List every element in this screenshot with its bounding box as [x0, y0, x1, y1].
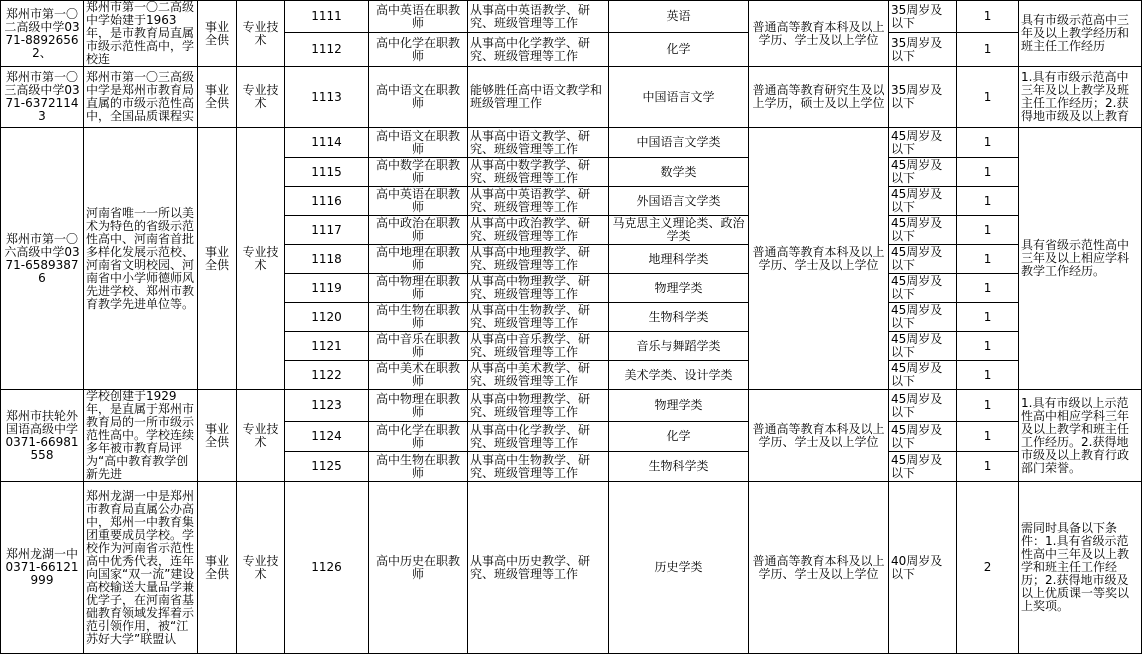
age-limit-cell: 45周岁及以下 — [889, 332, 957, 361]
post-code-cell: 1123 — [285, 390, 369, 422]
post-name-cell: 高中历史在职教师 — [369, 482, 468, 654]
major-cell: 中国语言文学 — [609, 67, 749, 128]
post-code-cell: 1116 — [285, 187, 369, 216]
other-requirement-cell: 具有省级示范性高中三年及以上相应学科教学工作经历。 — [1019, 128, 1142, 390]
post-duty-cell: 从事高中美术教学、研究、班级管理等工作 — [468, 361, 609, 390]
post-code-cell: 1124 — [285, 422, 369, 452]
post-code-cell: 1111 — [285, 1, 369, 33]
major-cell: 数学类 — [609, 158, 749, 187]
funding-nature-cell: 事业全供 — [198, 1, 237, 67]
post-duty-cell: 从事高中生物教学、研究、班级管理等工作 — [468, 303, 609, 332]
post-code-cell: 1114 — [285, 128, 369, 158]
unit-description-cell: 郑州市第一〇三高级中学是郑州市教育局直属的市级示范性高中，全国品质课程实 — [84, 67, 198, 128]
hire-count-cell: 2 — [957, 482, 1019, 654]
major-cell: 英语 — [609, 1, 749, 33]
post-name-cell: 高中化学在职教师 — [369, 33, 468, 67]
age-limit-cell: 45周岁及以下 — [889, 452, 957, 482]
table-row — [1, 67, 1142, 128]
age-limit-cell: 35周岁及以下 — [889, 1, 957, 33]
post-category-cell: 专业技术 — [237, 128, 285, 390]
hire-count-cell: 1 — [957, 245, 1019, 274]
major-cell: 物理学类 — [609, 390, 749, 422]
hire-count-cell: 1 — [957, 422, 1019, 452]
post-name-cell: 高中语文在职教师 — [369, 67, 468, 128]
post-category-cell: 专业技术 — [237, 482, 285, 654]
post-name-cell: 高中数学在职教师 — [369, 158, 468, 187]
post-duty-cell: 从事高中化学教学、研究、班级管理等工作 — [468, 422, 609, 452]
post-duty-cell: 从事高中化学教学、研究、班级管理等工作 — [468, 33, 609, 67]
post-name-cell: 高中物理在职教师 — [369, 390, 468, 422]
major-cell: 化学 — [609, 422, 749, 452]
table-row — [1, 390, 1142, 422]
unit-name-cell: 郑州市扶轮外国语高级中学0371-66981558 — [1, 390, 84, 482]
unit-description-cell: 河南省唯一一所以美术为特色的省级示范性高中、河南省首批多样化发展示范校、河南省文明校园、河南省中小学师德师风先进学校、郑州市教育教学先进单位等。 — [84, 128, 198, 390]
unit-name-cell: 郑州龙湖一中0371-66121999 — [1, 482, 84, 654]
hire-count-cell: 1 — [957, 1, 1019, 33]
post-category-cell: 专业技术 — [237, 1, 285, 67]
post-code-cell: 1117 — [285, 216, 369, 245]
funding-nature-cell: 事业全供 — [198, 67, 237, 128]
funding-nature-cell: 事业全供 — [198, 390, 237, 482]
major-cell: 历史学类 — [609, 482, 749, 654]
post-category-cell: 专业技术 — [237, 67, 285, 128]
major-cell: 中国语言文学类 — [609, 128, 749, 158]
education-cell: 普通高等教育本科及以上学历、学士及以上学位 — [749, 482, 889, 654]
age-limit-cell: 40周岁及以下 — [889, 482, 957, 654]
funding-nature-cell: 事业全供 — [198, 482, 237, 654]
post-code-cell: 1118 — [285, 245, 369, 274]
age-limit-cell: 45周岁及以下 — [889, 422, 957, 452]
post-name-cell: 高中地理在职教师 — [369, 245, 468, 274]
post-duty-cell: 从事高中语文教学、研究、班级管理等工作 — [468, 128, 609, 158]
hire-count-cell: 1 — [957, 216, 1019, 245]
post-duty-cell: 从事高中英语教学、研究、班级管理等工作 — [468, 1, 609, 33]
post-duty-cell: 从事高中地理教学、研究、班级管理等工作 — [468, 245, 609, 274]
hire-count-cell: 1 — [957, 158, 1019, 187]
age-limit-cell: 45周岁及以下 — [889, 245, 957, 274]
post-code-cell: 1120 — [285, 303, 369, 332]
major-cell: 物理学类 — [609, 274, 749, 303]
post-duty-cell: 从事高中数学教学、研究、班级管理等工作 — [468, 158, 609, 187]
post-duty-cell: 从事高中政治教学、研究、班级管理等工作 — [468, 216, 609, 245]
age-limit-cell: 45周岁及以下 — [889, 158, 957, 187]
post-name-cell: 高中化学在职教师 — [369, 422, 468, 452]
post-category-cell: 专业技术 — [237, 390, 285, 482]
post-name-cell: 高中美术在职教师 — [369, 361, 468, 390]
post-duty-cell: 从事高中物理教学、研究、班级管理等工作 — [468, 274, 609, 303]
age-limit-cell: 45周岁及以下 — [889, 390, 957, 422]
post-name-cell: 高中英语在职教师 — [369, 1, 468, 33]
unit-description-cell: 郑州龙湖一中是郑州市教育局直属公办高中，郑州一中教育集团重要成员学校。学校作为河南省示范性高中优秀代表，连年向国家“双一流”建设高校输送大量品学兼优学子，在河南省基础教育领域发挥着示范引领作用，被“江苏好大学”联盟认 — [84, 482, 198, 654]
post-duty-cell: 从事高中英语教学、研究、班级管理等工作 — [468, 187, 609, 216]
post-name-cell: 高中物理在职教师 — [369, 274, 468, 303]
post-name-cell: 高中英语在职教师 — [369, 187, 468, 216]
major-cell: 外国语言文学类 — [609, 187, 749, 216]
hire-count-cell: 1 — [957, 67, 1019, 128]
post-duty-cell: 能够胜任高中语文教学和班级管理工作 — [468, 67, 609, 128]
major-cell: 生物科学类 — [609, 452, 749, 482]
post-name-cell: 高中政治在职教师 — [369, 216, 468, 245]
major-cell: 地理科学类 — [609, 245, 749, 274]
post-duty-cell: 从事高中生物教学、研究、班级管理等工作 — [468, 452, 609, 482]
other-requirement-cell: 需同时具备以下条件：1.具有省级示范性高中三年及以上教学和班主任工作经历；2.获得地市级及以上优质课一等奖以上奖项。 — [1019, 482, 1142, 654]
age-limit-cell: 45周岁及以下 — [889, 274, 957, 303]
hire-count-cell: 1 — [957, 361, 1019, 390]
hire-count-cell: 1 — [957, 33, 1019, 67]
post-code-cell: 1121 — [285, 332, 369, 361]
major-cell: 化学 — [609, 33, 749, 67]
table-row — [1, 482, 1142, 654]
post-code-cell: 1122 — [285, 361, 369, 390]
table-row — [1, 1, 1142, 33]
post-name-cell: 高中生物在职教师 — [369, 303, 468, 332]
unit-name-cell: 郑州市第一〇二高级中学0371-88926562、 — [1, 1, 84, 67]
other-requirement-cell: 1.具有市级以上示范性高中相应学科三年及以上教学和班主任工作经历。2.获得地市级及以上教育行政部门荣誉。 — [1019, 390, 1142, 482]
post-name-cell: 高中语文在职教师 — [369, 128, 468, 158]
hire-count-cell: 1 — [957, 332, 1019, 361]
age-limit-cell: 45周岁及以下 — [889, 361, 957, 390]
major-cell: 生物科学类 — [609, 303, 749, 332]
age-limit-cell: 35周岁及以下 — [889, 67, 957, 128]
age-limit-cell: 45周岁及以下 — [889, 303, 957, 332]
post-code-cell: 1126 — [285, 482, 369, 654]
hire-count-cell: 1 — [957, 390, 1019, 422]
hire-count-cell: 1 — [957, 274, 1019, 303]
post-code-cell: 1115 — [285, 158, 369, 187]
age-limit-cell: 35周岁及以下 — [889, 33, 957, 67]
hire-count-cell: 1 — [957, 303, 1019, 332]
post-code-cell: 1112 — [285, 33, 369, 67]
hire-count-cell: 1 — [957, 187, 1019, 216]
post-duty-cell: 从事高中音乐教学、研究、班级管理等工作 — [468, 332, 609, 361]
hire-count-cell: 1 — [957, 128, 1019, 158]
other-requirement-cell: 1.具有市级示范高中三年及以上教学及班主任工作经历；2.获得地市级及以上教育 — [1019, 67, 1142, 128]
table-row — [1, 128, 1142, 158]
table-body — [1, 1, 1142, 654]
age-limit-cell: 45周岁及以下 — [889, 187, 957, 216]
hire-count-cell: 1 — [957, 452, 1019, 482]
post-duty-cell: 从事高中历史教学、研究、班级管理等工作 — [468, 482, 609, 654]
unit-description-cell: 郑州市第一〇二高级中学始建于1963年，是市教育局直属市级示范性高中，学校连 — [84, 1, 198, 67]
age-limit-cell: 45周岁及以下 — [889, 128, 957, 158]
post-code-cell: 1119 — [285, 274, 369, 303]
funding-nature-cell: 事业全供 — [198, 128, 237, 390]
unit-description-cell: 学校创建于1929年，是直属于郑州市教育局的一所市级示范性高中。学校连续多年被市教育局评为“高中教育教学创新先进 — [84, 390, 198, 482]
major-cell: 音乐与舞蹈学类 — [609, 332, 749, 361]
other-requirement-cell: 具有市级示范高中三年及以上教学经历和班主任工作经历 — [1019, 1, 1142, 67]
post-duty-cell: 从事高中物理教学、研究、班级管理等工作 — [468, 390, 609, 422]
post-code-cell: 1125 — [285, 452, 369, 482]
education-cell: 普通高等教育本科及以上学历、学士及以上学位 — [749, 390, 889, 482]
age-limit-cell: 45周岁及以下 — [889, 216, 957, 245]
post-name-cell: 高中生物在职教师 — [369, 452, 468, 482]
education-cell: 普通高等教育本科及以上学历、学士及以上学位 — [749, 128, 889, 390]
post-name-cell: 高中音乐在职教师 — [369, 332, 468, 361]
major-cell: 美术学类、设计学类 — [609, 361, 749, 390]
education-cell: 普通高等教育本科及以上学历、学士及以上学位 — [749, 1, 889, 67]
post-code-cell: 1113 — [285, 67, 369, 128]
major-cell: 马克思主义理论类、政治学类 — [609, 216, 749, 245]
unit-name-cell: 郑州市第一〇六高级中学0371-65893876 — [1, 128, 84, 390]
education-cell: 普通高等教育研究生及以上学历，硕士及以上学位 — [749, 67, 889, 128]
unit-name-cell: 郑州市第一〇三高级中学0371-63721143 — [1, 67, 84, 128]
